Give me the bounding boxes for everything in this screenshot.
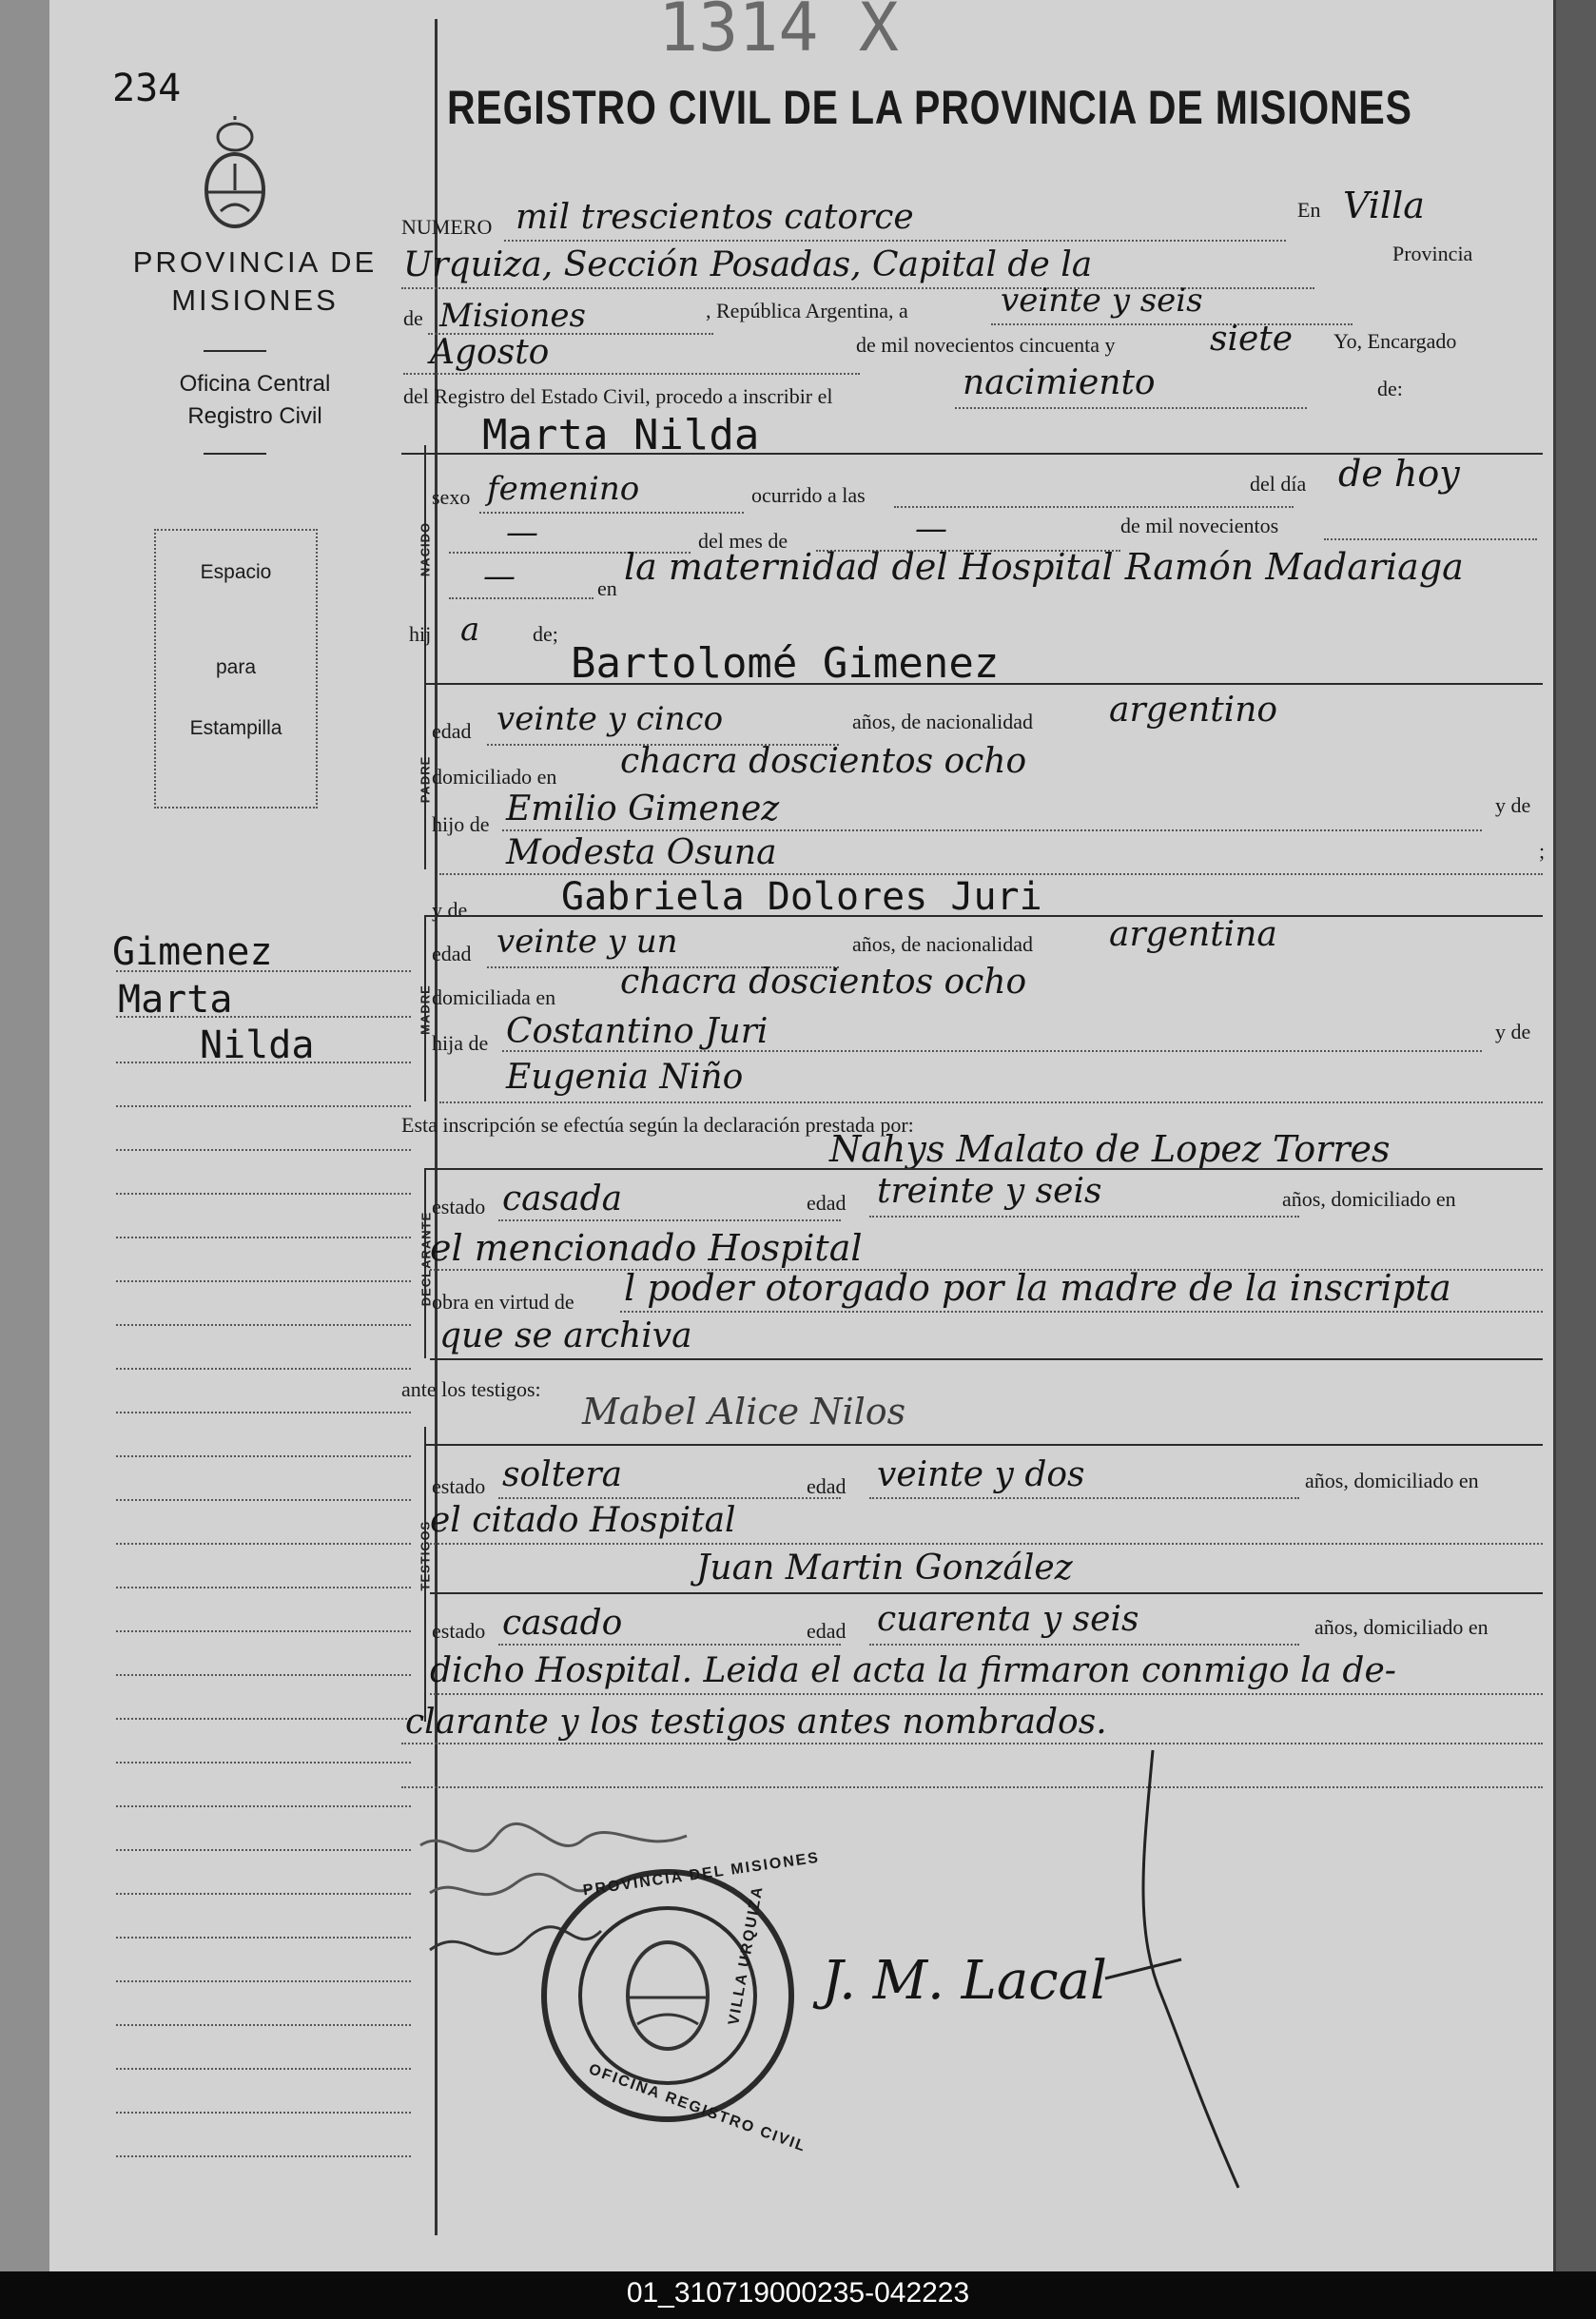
obra-value-cont: que se archiva	[439, 1316, 692, 1355]
del-dia-label: del día	[1250, 472, 1307, 496]
ocurrido-label: ocurrido a las	[751, 483, 866, 507]
margin-middle-name: Nilda	[200, 1023, 315, 1067]
sidebar-separator	[204, 453, 266, 455]
mil-label: de mil novecientos	[1120, 514, 1279, 537]
father-nationality: argentino	[1109, 691, 1278, 730]
year-label: de mil novecientos cincuenta y	[856, 333, 1116, 357]
mes-label: del mes de	[698, 529, 788, 553]
page-edge	[1553, 0, 1596, 2271]
inscripcion-label: Esta inscripción se efectúa según la declaración prestada por:	[401, 1113, 914, 1137]
dash-year: —	[483, 557, 516, 595]
registro-value: nacimiento	[963, 363, 1156, 402]
hij-de-label: de;	[533, 622, 558, 646]
father-age: veinte y cinco	[496, 700, 724, 738]
footer-id: 01_310719000235-042223	[626, 2277, 970, 2309]
seal-right-text: VILLA URQUIZA	[726, 1883, 767, 2027]
declarant-age: treinte y seis	[877, 1172, 1102, 1211]
witness2-age-label: edad	[807, 1619, 847, 1643]
sexo-value: femenino	[487, 470, 640, 508]
day-value: veinte y seis	[1001, 282, 1203, 320]
year-value: siete	[1210, 320, 1294, 359]
mother-name: Gabriela Dolores Juri	[561, 875, 1042, 919]
dash-month: —	[915, 510, 947, 548]
section-declarante-label: DECLARANTE	[418, 1211, 434, 1307]
witness2-name: Juan Martin González	[696, 1549, 1073, 1588]
y-de-label: y de	[1495, 793, 1531, 817]
signature-stroke	[1048, 1741, 1333, 2197]
child-name: Marta Nilda	[482, 411, 760, 459]
father-domicile: chacra doscientos ocho	[620, 742, 1027, 781]
mother-age: veinte y un	[496, 923, 678, 961]
declarant-state-label: estado	[432, 1195, 486, 1218]
semicolon: ;	[1539, 839, 1546, 863]
witness1-dom-label: años, domiciliado en	[1305, 1469, 1479, 1492]
witness2-state: casado	[502, 1604, 623, 1643]
witness2-age: cuarenta y seis	[877, 1600, 1139, 1639]
mother-intro-label: y de	[432, 898, 468, 922]
ante-label: ante los testigos:	[401, 1377, 541, 1401]
de-colon-label: de:	[1377, 377, 1403, 400]
declarant-state: casada	[502, 1179, 623, 1218]
y-de-label: y de	[1495, 1020, 1531, 1043]
section-testigos-label: TESTIGOS	[418, 1520, 433, 1591]
page-title: REGISTRO CIVIL DE LA PROVINCIA DE MISIONES	[447, 81, 1412, 134]
witness2-state-label: estado	[432, 1619, 486, 1643]
page-number: 234	[112, 67, 182, 110]
binding-edge	[0, 0, 51, 2271]
witness1-age-label: edad	[807, 1474, 847, 1498]
declarant-dom-label: años, domiciliado en	[1282, 1187, 1456, 1211]
father-age-label: edad	[432, 719, 472, 743]
month-value: Agosto	[430, 333, 550, 372]
witness1-state-label: estado	[432, 1474, 486, 1498]
registro-label: del Registro del Estado Civil, procedo a inscribir el	[403, 384, 833, 408]
register-page	[49, 0, 1556, 2271]
witness1-name: Mabel Alice Nilos	[582, 1391, 906, 1432]
mother-domicile: chacra doscientos ocho	[620, 963, 1027, 1002]
mother-nat-label: años, de nacionalidad	[852, 932, 1033, 956]
record-number: 1314 X	[658, 0, 899, 67]
section-nacido-label: NACIDO	[418, 521, 433, 577]
seal-bottom-text: OFICINA REGISTRO CIVIL	[586, 2061, 809, 2155]
stamp-label: Espacio	[200, 561, 272, 583]
republica-label: , República Argentina, a	[706, 299, 908, 322]
en-label: En	[1297, 198, 1321, 222]
witness2-domicile: dicho Hospital. Leida el acta la firmaron conmigo la de-	[430, 1651, 1396, 1690]
obra-value: l poder otorgado por la madre de la inscripta	[624, 1267, 1451, 1309]
sidebar-office: Oficina Central	[179, 371, 331, 397]
section-madre-label: MADRE	[418, 984, 433, 1035]
father-dom-label: domiciliado en	[432, 765, 557, 789]
mother-dom-label: domiciliada en	[432, 985, 556, 1009]
mother-parent1: Costantino Juri	[506, 1012, 769, 1051]
seal-top-text: PROVINCIA DEL MISIONES	[581, 1849, 822, 1900]
provincia-label: Provincia	[1392, 242, 1473, 265]
stamp-label: para	[215, 656, 257, 678]
witness1-state: soltera	[502, 1455, 623, 1494]
del-dia-value: de hoy	[1338, 453, 1460, 495]
sidebar-office-sub: Registro Civil	[187, 403, 322, 429]
closing-line: clarante y los testigos antes nombrados.	[405, 1703, 1107, 1742]
registrar-signature: J. M. Lacal	[822, 1950, 1107, 2012]
father-parent2: Modesta Osuna	[506, 833, 777, 872]
father-name: Bartolomé Gimenez	[571, 639, 1000, 688]
yo-label: Yo, Encargado	[1333, 329, 1457, 353]
location-value: Urquiza, Sección Posadas, Capital de la	[403, 245, 1093, 284]
numero-label: NUMERO	[401, 215, 493, 239]
father-nat-label: años, de nacionalidad	[852, 710, 1033, 733]
en-value: Villa	[1343, 185, 1425, 226]
en-place-label: en	[597, 576, 617, 600]
sidebar-province-name: MISIONES	[171, 283, 339, 317]
sidebar-separator	[204, 350, 266, 352]
stamp-label: Estampilla	[189, 717, 282, 739]
dash-hour: —	[506, 514, 538, 552]
birth-place: la maternidad del Hospital Ramón Madariaga	[624, 546, 1464, 588]
father-parents-label: hijo de	[432, 812, 490, 836]
margin-first-name: Marta	[118, 978, 233, 1022]
sexo-label: sexo	[432, 485, 471, 509]
hij-label: hij	[409, 622, 432, 646]
obra-label: obra en virtud de	[432, 1290, 574, 1314]
mother-nationality: argentina	[1109, 915, 1277, 954]
de-label: de	[403, 306, 423, 330]
witness1-domicile: el citado Hospital	[430, 1501, 736, 1540]
witness1-age: veinte y dos	[877, 1455, 1085, 1494]
mother-parent2: Eugenia Niño	[506, 1058, 744, 1097]
father-parent1: Emilio Gimenez	[506, 789, 780, 828]
numero-value: mil trescientos catorce	[516, 198, 914, 237]
declarant-domicile: el mencionado Hospital	[430, 1227, 863, 1269]
declarant-age-label: edad	[807, 1191, 847, 1215]
mother-parents-label: hija de	[432, 1031, 489, 1055]
mother-age-label: edad	[432, 942, 472, 965]
declarant-name: Nahys Malato de Lopez Torres	[829, 1128, 1391, 1170]
hij-value: a	[460, 611, 480, 649]
witness2-dom-label: años, domiciliado en	[1314, 1615, 1489, 1639]
sidebar-province: PROVINCIA DE	[132, 245, 378, 279]
section-padre-label: PADRE	[418, 755, 433, 804]
margin-surname: Gimenez	[112, 930, 273, 974]
provincia-value: Misiones	[439, 297, 586, 335]
coat-of-arms-icon	[192, 116, 278, 235]
